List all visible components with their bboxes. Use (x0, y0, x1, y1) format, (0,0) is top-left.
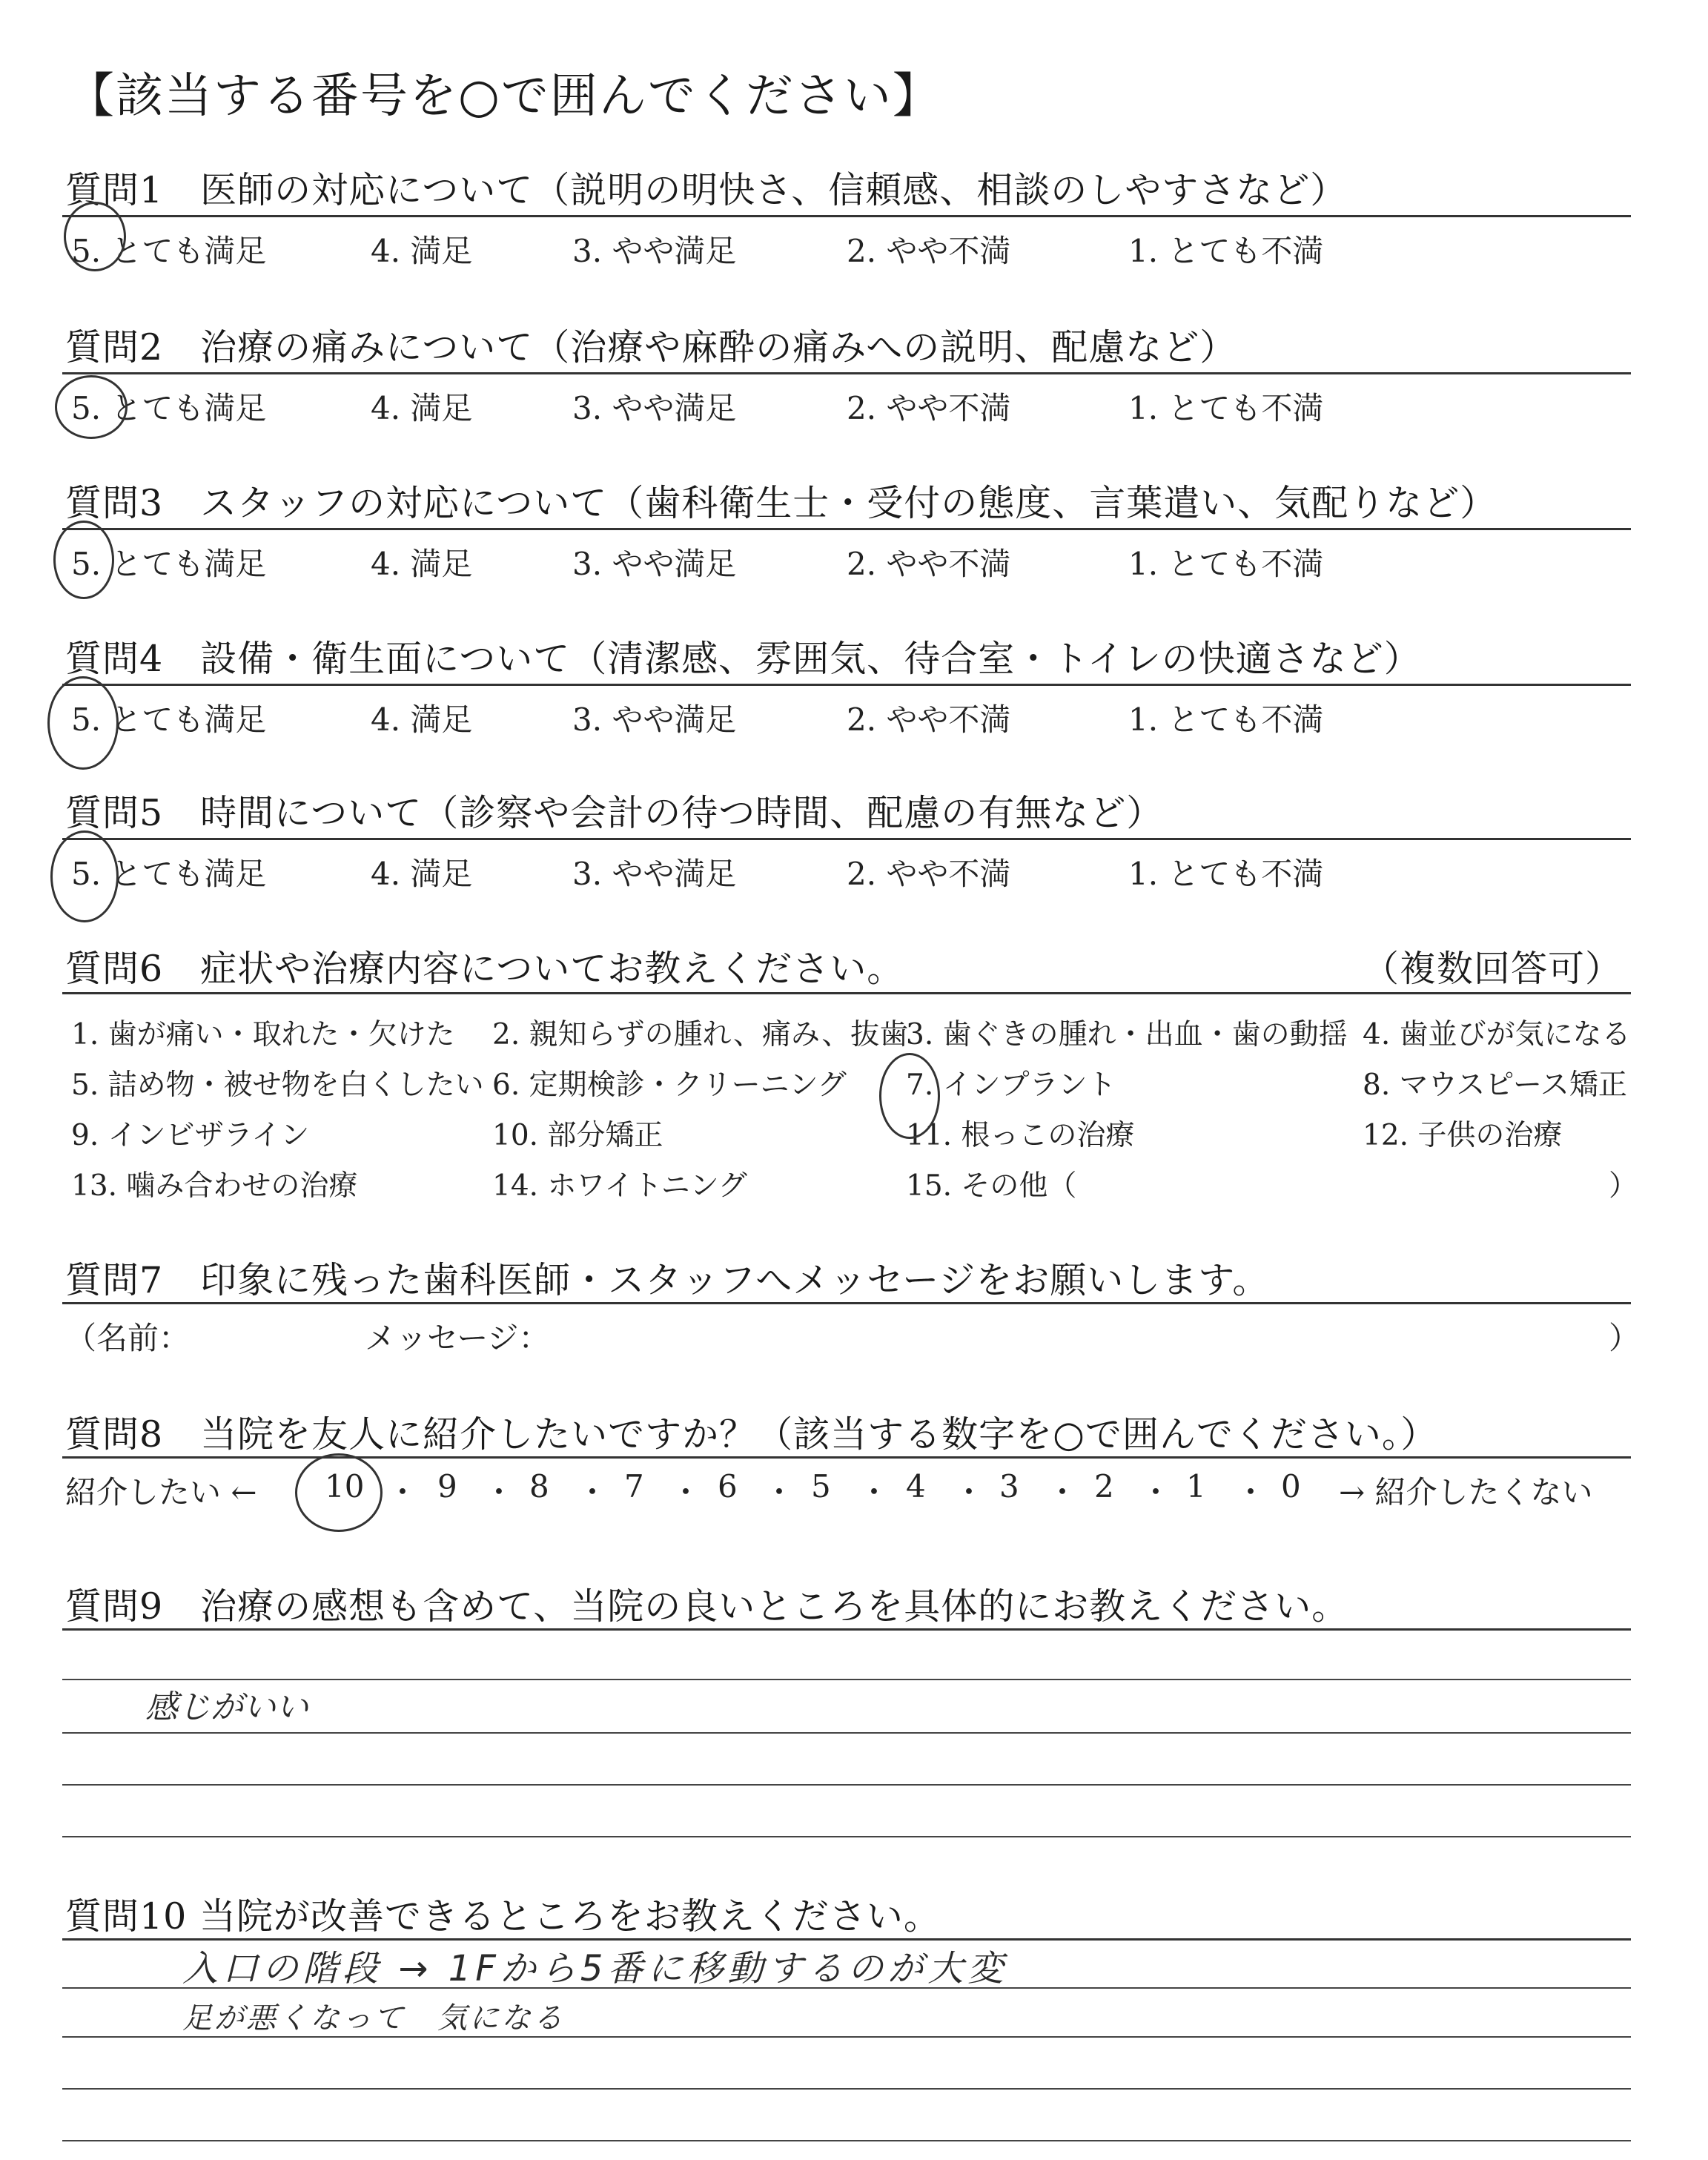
q5-option-1[interactable]: 1. とても不満 (1128, 856, 1324, 892)
q6-option-9[interactable]: 9. インビザライン (71, 1119, 310, 1152)
q10-handwritten-line-1: 入口の階段 → 1Fから5番に移動するのが大変 (182, 1948, 1008, 1989)
q8-left-label: 紹介したい ← (65, 1474, 257, 1510)
q6-option-4[interactable]: 4. 歯並びが気になる (1363, 1018, 1631, 1051)
q4-option-3[interactable]: 3. やや満足 (572, 701, 737, 738)
q4-option-1[interactable]: 1. とても不満 (1128, 701, 1324, 738)
q8-value-7[interactable]: 7 (624, 1468, 644, 1505)
question-2-heading: 質問2 治療の痛みについて（治療や麻酔の痛みへの説明、配慮など） (65, 326, 1237, 369)
q2-option-2[interactable]: 2. やや不満 (847, 390, 1011, 426)
question-1-rule (62, 215, 1631, 217)
q8-value-8[interactable]: 8 (529, 1468, 549, 1505)
q3-selection-circle (53, 521, 114, 599)
q10-answer-line (62, 2140, 1631, 2141)
question-4-heading: 質問4 設備・衛生面について（清潔感、雰囲気、待合室・トイレの快適さなど） (65, 638, 1421, 680)
q6-option-11[interactable]: 11. 根っこの治療 (906, 1119, 1135, 1152)
q9-handwritten-answer: 感じがいい (145, 1688, 308, 1726)
question-7-heading: 質問7 印象に残った歯科医師・スタッフへメッセージをお願いします。 (65, 1259, 1270, 1301)
question-7-rule (62, 1302, 1631, 1304)
q6-option-2[interactable]: 2. 親知らずの腫れ、痛み、抜歯 (492, 1018, 909, 1051)
q6-option-12[interactable]: 12. 子供の治療 (1363, 1119, 1563, 1152)
question-6-heading: 質問6 症状や治療内容についてお教えください。 (65, 948, 904, 990)
q9-answer-line (62, 1732, 1631, 1734)
q8-separator: ・ (1235, 1474, 1267, 1510)
q8-separator: ・ (1047, 1474, 1079, 1510)
q4-option-5[interactable]: 5. とても満足 (71, 701, 267, 738)
question-8-heading: 質問8 当院を友人に紹介したいですか？（該当する数字を○で囲んでください。） (65, 1413, 1438, 1456)
q8-separator: ・ (953, 1474, 985, 1510)
q4-selection-circle (47, 676, 119, 770)
q6-option-1[interactable]: 1. 歯が痛い・取れた・欠けた (71, 1018, 455, 1051)
q3-option-2[interactable]: 2. やや不満 (847, 546, 1011, 582)
q8-value-10[interactable]: 10 (325, 1468, 365, 1505)
q8-separator: ・ (1140, 1474, 1172, 1510)
question-2-rule (62, 372, 1631, 374)
q8-value-2[interactable]: 2 (1094, 1468, 1114, 1505)
q6-option-5[interactable]: 5. 詰め物・被せ物を白くしたい (71, 1069, 484, 1102)
q5-option-3[interactable]: 3. やや満足 (572, 856, 737, 892)
q6-option-13[interactable]: 13. 噛み合わせの治療 (71, 1169, 358, 1203)
q8-value-1[interactable]: 1 (1186, 1468, 1206, 1505)
q5-option-2[interactable]: 2. やや不満 (847, 856, 1011, 892)
q5-selection-circle (50, 830, 119, 922)
q5-option-5[interactable]: 5. とても満足 (71, 856, 267, 892)
q1-option-4[interactable]: 4. 満足 (371, 233, 473, 269)
q6-option-6[interactable]: 6. 定期検診・クリーニング (492, 1069, 847, 1102)
question-8-rule (62, 1456, 1631, 1459)
q7-close: ） (1609, 1320, 1641, 1356)
question-10-heading: 質問10 当院が改善できるところをお教えください。 (65, 1895, 941, 1938)
question-6-rule (62, 992, 1631, 994)
q8-value-9[interactable]: 9 (437, 1468, 457, 1505)
q8-value-3[interactable]: 3 (999, 1468, 1019, 1505)
q8-separator: ・ (387, 1474, 419, 1510)
q1-option-5[interactable]: 5. とても満足 (71, 233, 267, 269)
q9-answer-line (62, 1836, 1631, 1837)
q3-option-1[interactable]: 1. とても不満 (1128, 546, 1324, 582)
q7-name-label: （名前： (65, 1320, 191, 1356)
question-9-heading: 質問9 治療の感想も含めて、当院の良いところを具体的にお教えください。 (65, 1585, 1349, 1628)
q9-answer-line (62, 1784, 1631, 1786)
q1-option-1[interactable]: 1. とても不満 (1128, 233, 1324, 269)
question-6-note: （複数回答可） (1363, 948, 1623, 990)
q5-option-4[interactable]: 4. 満足 (371, 856, 473, 892)
q6-option-15-close: ） (1609, 1169, 1638, 1203)
q6-option-15[interactable]: 15. その他（ (906, 1169, 1077, 1203)
q6-option-14[interactable]: 14. ホワイトニング (492, 1169, 747, 1203)
q10-handwritten-line-2: 足が悪くなって 気になる (182, 2001, 565, 2035)
q3-option-5[interactable]: 5. とても満足 (71, 546, 267, 582)
q8-right-label: → 紹介したくない (1339, 1474, 1593, 1510)
q6-option-7[interactable]: 7. インプラント (906, 1069, 1116, 1102)
question-5-rule (62, 838, 1631, 840)
q2-selection-circle (55, 375, 128, 439)
q3-option-4[interactable]: 4. 満足 (371, 546, 473, 582)
q2-option-3[interactable]: 3. やや満足 (572, 390, 737, 426)
q10-answer-line (62, 2088, 1631, 2090)
q6-option-3[interactable]: 3. 歯ぐきの腫れ・出血・歯の動揺 (906, 1018, 1348, 1051)
q8-value-5[interactable]: 5 (811, 1468, 831, 1505)
q8-separator: ・ (577, 1474, 609, 1510)
question-3-heading: 質問3 スタッフの対応について（歯科衛生士・受付の態度、言葉遣い、気配りなど） (65, 482, 1497, 524)
q4-option-4[interactable]: 4. 満足 (371, 701, 473, 738)
q8-separator: ・ (764, 1474, 795, 1510)
q7-message-label: メッセージ： (365, 1320, 550, 1356)
q6-option-10[interactable]: 10. 部分矯正 (492, 1119, 663, 1152)
question-9-rule (62, 1628, 1631, 1631)
question-1-heading: 質問1 医師の対応について（説明の明快さ、信頼感、相談のしやすさなど） (65, 169, 1348, 211)
question-3-rule (62, 528, 1631, 530)
q8-value-6[interactable]: 6 (718, 1468, 738, 1505)
q4-option-2[interactable]: 2. やや不満 (847, 701, 1011, 738)
q8-separator: ・ (483, 1474, 515, 1510)
q6-option-8[interactable]: 8. マウスピース矯正 (1363, 1069, 1627, 1102)
q1-option-2[interactable]: 2. やや不満 (847, 233, 1011, 269)
q8-separator: ・ (858, 1474, 890, 1510)
q8-value-0[interactable]: 0 (1281, 1468, 1301, 1505)
q1-option-3[interactable]: 3. やや満足 (572, 233, 737, 269)
q1-selection-circle (64, 202, 126, 271)
q8-selection-circle (295, 1453, 383, 1532)
question-5-heading: 質問5 時間について（診察や会計の待つ時間、配慮の有無など） (65, 792, 1164, 834)
q8-separator: ・ (670, 1474, 702, 1510)
q2-option-4[interactable]: 4. 満足 (371, 390, 473, 426)
question-4-rule (62, 684, 1631, 686)
q8-value-4[interactable]: 4 (906, 1468, 926, 1505)
q2-option-1[interactable]: 1. とても不満 (1128, 390, 1324, 426)
form-title: 【該当する番号を○で囲んでください】 (67, 69, 941, 124)
q3-option-3[interactable]: 3. やや満足 (572, 546, 737, 582)
q6-selection-circle (879, 1053, 940, 1139)
q2-option-5[interactable]: 5. とても満足 (71, 390, 267, 426)
